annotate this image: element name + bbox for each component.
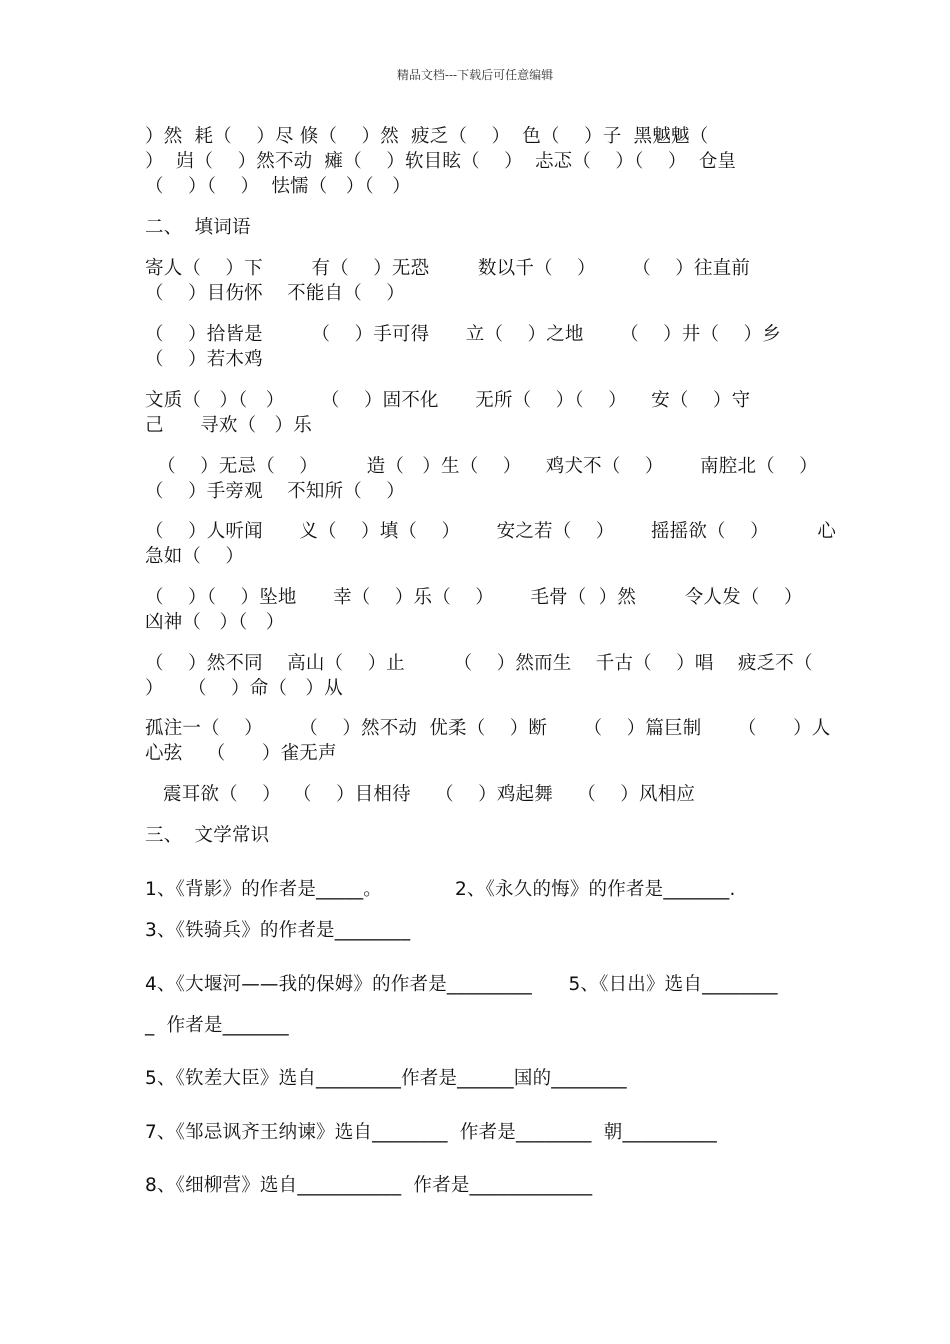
intro-line-1: ）然 耗（ ）尽 倏（ ）然 疲乏（ ） 色（ ）子 黑魆魆（ — [145, 126, 709, 147]
question-4-5: 4、《大堰河——我的保姆》的作者是_________ 5、《日出》选自________ — [145, 974, 778, 995]
question-5-continued: _ 作者是_______ — [145, 1015, 289, 1036]
question-8: 8、《细柳营》选自___________ 作者是_____________ — [145, 1175, 593, 1196]
section-3-title: 三、 文学常识 — [145, 825, 270, 846]
idiom-row-1-line-2: （ ）目伤怀 不能自（ ） — [145, 283, 405, 304]
idiom-row-2-line-1: （ ）拾皆是 （ ）手可得 立（ ）之地 （ ）井（ ）乡 — [145, 324, 781, 345]
question-1-2: 1、《背影》的作者是_____。 2、《永久的悔》的作者是_______. — [145, 879, 736, 900]
idiom-row-2-line-2: （ ）若木鸡 — [145, 349, 263, 370]
intro-line-2: ） 岿（ ）然不动 瘫（ ）软目眩（ ） 忐忑（ ）（ ） 仓皇 — [145, 151, 737, 172]
idiom-row-7-line-2: ） （ ）命（ ）从 — [145, 678, 343, 699]
idiom-row-4-line-2: （ ）手旁观 不知所（ ） — [145, 481, 405, 502]
question-5b: 5、《钦差大臣》选自_________作者是______国的________ — [145, 1068, 627, 1089]
page-header: 精品文档---下载后可任意编辑 — [396, 68, 554, 82]
intro-line-3: （ ）（ ） 怯懦（ ）（ ） — [145, 176, 411, 197]
question-3: 3、《铁骑兵》的作者是________ — [145, 920, 411, 941]
idiom-row-8-line-2: 心弦 （ ）雀无声 — [145, 743, 337, 764]
idiom-row-9: 震耳欲（ ） （ ）目相待 （ ）鸡起舞 （ ）风相应 — [163, 784, 696, 805]
idiom-row-3-line-1: 文质（ ）（ ） （ ）固不化 无所（ ）（ ） 安（ ）守 — [145, 390, 751, 411]
idiom-row-5-line-2: 急如（ ） — [145, 546, 245, 567]
idiom-row-5-line-1: （ ）人听闻 义（ ）填（ ） 安之若（ ） 摇摇欲（ ） 心 — [145, 521, 837, 542]
idiom-row-8-line-1: 孤注一（ ） （ ）然不动 优柔（ ）断 （ ）篇巨制 （ ）人 — [145, 718, 831, 739]
idiom-row-3-line-2: 己 寻欢（ ）乐 — [145, 415, 312, 436]
question-7: 7、《邹忌讽齐王纳谏》选自________ 作者是________ 朝__________ — [145, 1122, 717, 1143]
idiom-row-6-line-1: （ ）（ ）坠地 幸（ ）乐（ ） 毛骨（ ）然 令人发（ ） — [145, 587, 803, 608]
idiom-row-4-line-1: （ ）无忌（ ） 造（ ）生（ ） 鸡犬不（ ） 南腔北（ ） — [145, 456, 818, 477]
idiom-row-7-line-1: （ ）然不同 高山（ ）止 （ ）然而生 千古（ ）唱 疲乏不（ — [145, 653, 813, 674]
idiom-row-1-line-1: 寄人（ ）下 有（ ）无恐 数以千（ ） （ ）往直前 — [145, 258, 751, 279]
idiom-row-6-line-2: 凶神（ ）（ ） — [145, 612, 285, 633]
section-2-title: 二、 填词语 — [145, 217, 251, 238]
